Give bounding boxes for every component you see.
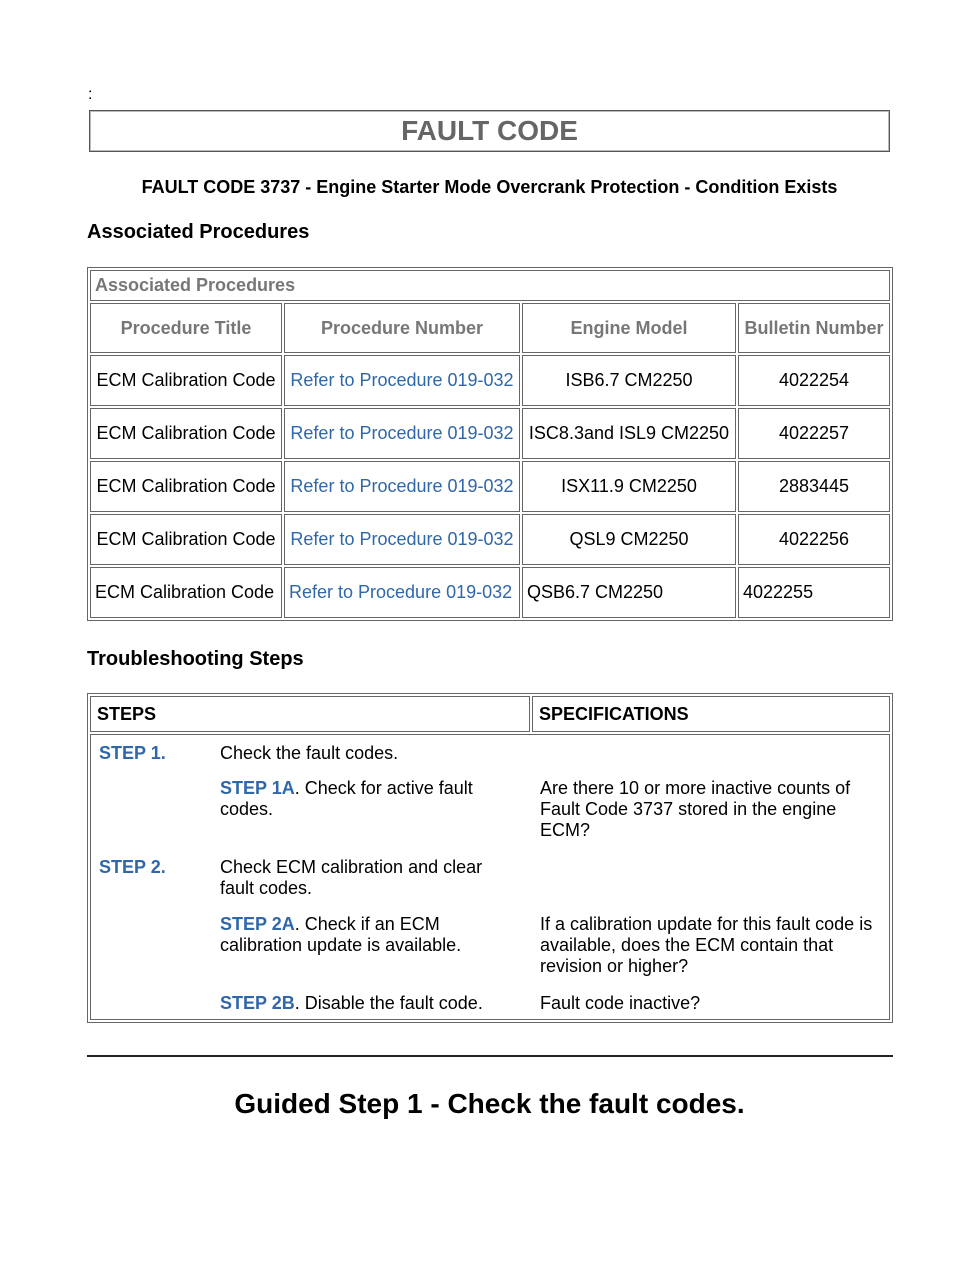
step-1a-spec: Are there 10 or more inactive counts of Fault Code 3737 stored in the engine ECM? bbox=[540, 778, 851, 840]
column-header-procedure-number: Procedure Number bbox=[284, 303, 520, 353]
associated-procedures-table bbox=[87, 267, 893, 621]
column-header-steps: STEPS bbox=[90, 696, 530, 732]
column-header-bulletin-number: Bulletin Number bbox=[738, 303, 890, 353]
step-2b-link[interactable]: STEP 2B bbox=[220, 993, 295, 1013]
procedure-link[interactable]: Refer to Procedure 019-032 bbox=[284, 567, 520, 618]
bulletin-number: 4022254 bbox=[738, 355, 890, 406]
troubleshooting-steps-heading: Troubleshooting Steps bbox=[87, 648, 304, 670]
table-row bbox=[90, 408, 890, 459]
step-1a-link[interactable]: STEP 1A bbox=[220, 778, 295, 798]
procedure-title: ECM Calibration Code bbox=[90, 514, 282, 565]
procedure-title: ECM Calibration Code bbox=[90, 408, 282, 459]
engine-model: ISB6.7 CM2250 bbox=[522, 355, 736, 406]
section-divider bbox=[87, 1055, 893, 1057]
column-header-specifications: SPECIFICATIONS bbox=[532, 696, 890, 732]
bulletin-number: 4022255 bbox=[738, 567, 890, 618]
bulletin-number: 2883445 bbox=[738, 461, 890, 512]
step-2a-spec: If a calibration update for this fault code is available, does the ECM contain that revision or higher? bbox=[540, 914, 873, 976]
table-row bbox=[90, 567, 890, 618]
engine-model: ISX11.9 CM2250 bbox=[522, 461, 736, 512]
step-2b-item bbox=[220, 993, 520, 1014]
table-row bbox=[90, 355, 890, 406]
associated-procedures-heading: Associated Procedures bbox=[87, 221, 310, 243]
procedure-title: ECM Calibration Code bbox=[90, 567, 282, 618]
step-1-link[interactable]: STEP 1. bbox=[99, 743, 166, 763]
page-title: FAULT CODE bbox=[89, 110, 890, 152]
steps-body bbox=[90, 734, 890, 1020]
step-2-link[interactable]: STEP 2. bbox=[99, 857, 166, 877]
step-2b-spec: Fault code inactive? bbox=[540, 993, 701, 1013]
column-header-procedure-title: Procedure Title bbox=[90, 303, 282, 353]
procedure-link[interactable]: Refer to Procedure 019-032 bbox=[284, 355, 520, 406]
step-1-text: Check the fault codes. bbox=[220, 743, 399, 763]
step-2-text: Check ECM calibration and clear fault codes. bbox=[220, 857, 483, 898]
colon-mark: : bbox=[88, 86, 93, 103]
engine-model: QSL9 CM2250 bbox=[522, 514, 736, 565]
procedure-link[interactable]: Refer to Procedure 019-032 bbox=[284, 461, 520, 512]
table-caption: Associated Procedures bbox=[90, 270, 890, 301]
step-1a-item bbox=[220, 778, 510, 820]
troubleshooting-steps-table bbox=[87, 693, 893, 1023]
engine-model: QSB6.7 CM2250 bbox=[522, 567, 736, 618]
step-2a-text: . Check if an ECM calibration update is available. bbox=[220, 914, 462, 955]
bulletin-number: 4022256 bbox=[738, 514, 890, 565]
procedure-link[interactable]: Refer to Procedure 019-032 bbox=[284, 514, 520, 565]
column-header-engine-model: Engine Model bbox=[522, 303, 736, 353]
step-2b-text: . Disable the fault code. bbox=[294, 993, 483, 1013]
guided-step-title: Guided Step 1 - Check the fault codes. bbox=[234, 1088, 745, 1119]
fault-code-subtitle: FAULT CODE 3737 - Engine Starter Mode Overcrank Protection - Condition Exists bbox=[141, 177, 838, 197]
procedure-link[interactable]: Refer to Procedure 019-032 bbox=[284, 408, 520, 459]
table-row bbox=[90, 461, 890, 512]
step-2a-link[interactable]: STEP 2A bbox=[220, 914, 295, 934]
bulletin-number: 4022257 bbox=[738, 408, 890, 459]
table-row bbox=[90, 514, 890, 565]
procedure-title: ECM Calibration Code bbox=[90, 461, 282, 512]
procedure-title: ECM Calibration Code bbox=[90, 355, 282, 406]
step-1a-text: . Check for active fault codes. bbox=[220, 778, 473, 819]
engine-model: ISC8.3and ISL9 CM2250 bbox=[522, 408, 736, 459]
step-2a-item bbox=[220, 914, 510, 956]
